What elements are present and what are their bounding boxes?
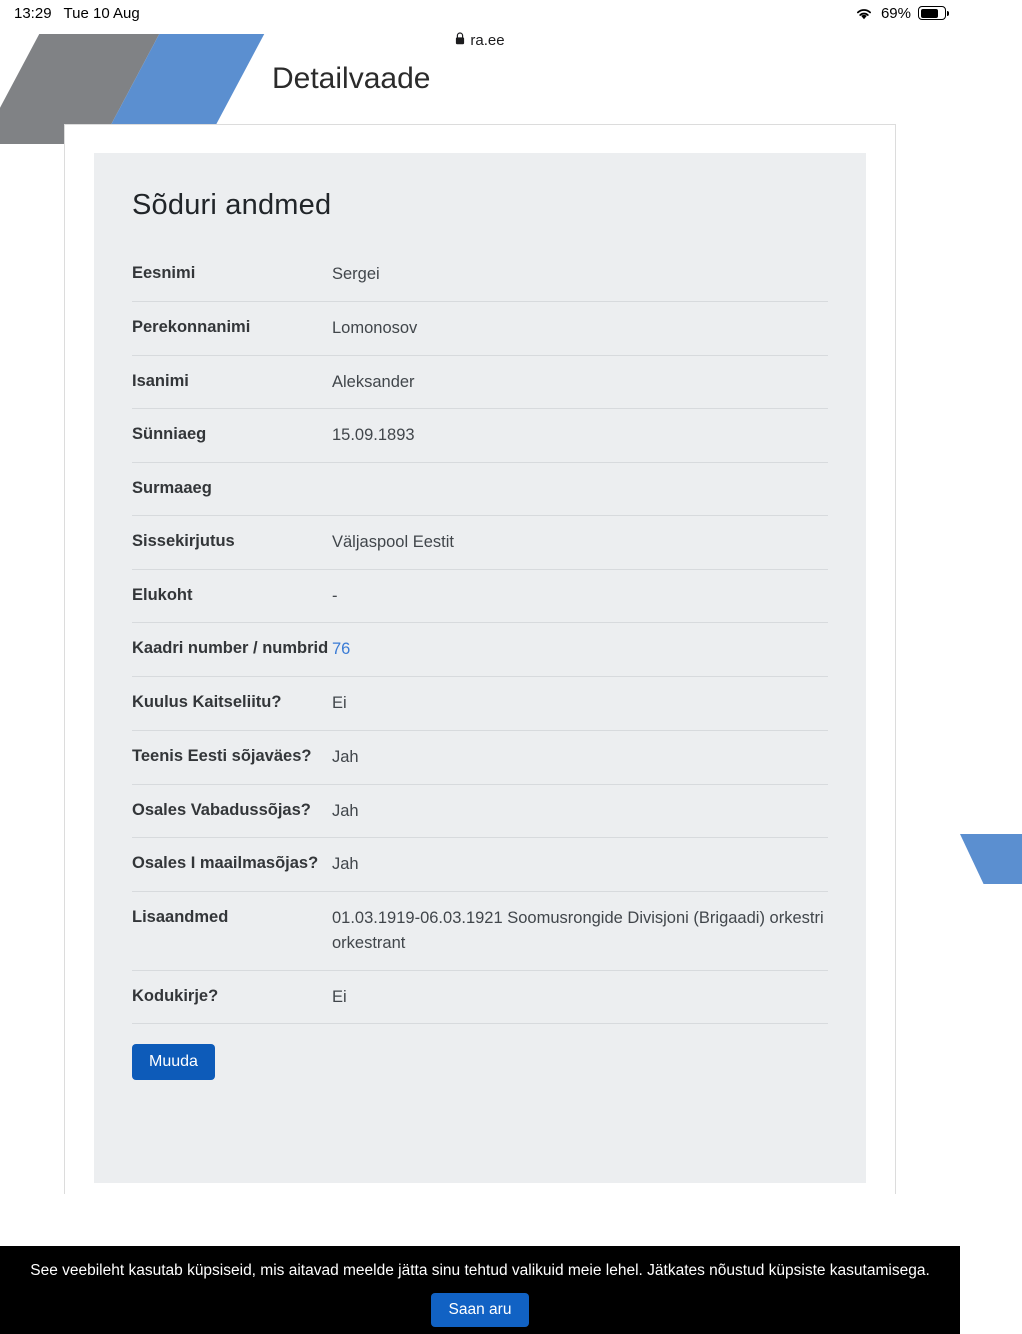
status-bar-right: [854, 5, 946, 22]
table-row: [132, 463, 828, 516]
table-row: [132, 355, 828, 409]
row-value: -: [332, 586, 338, 605]
row-value: Lomonosov: [332, 318, 418, 337]
kaadri-number-link[interactable]: 76: [332, 640, 351, 659]
row-label: Isanimi: [132, 371, 189, 390]
table-row: [132, 569, 828, 623]
details-table-body: [132, 248, 828, 1024]
row-label: Surmaaeg: [132, 479, 212, 497]
table-row: [132, 730, 828, 784]
row-label: Lisaandmed: [132, 908, 229, 927]
table-row: [132, 515, 828, 569]
table-row: [132, 970, 828, 1024]
table-row: [132, 892, 828, 971]
site-header-banner: [0, 54, 960, 124]
row-value: [332, 463, 828, 516]
battery-icon: [918, 6, 946, 20]
row-label: Teenis Eesti sõjaväes?: [132, 746, 312, 765]
row-value: Väljaspool Eestit: [332, 532, 454, 551]
row-value: Jah: [332, 747, 359, 766]
table-row: [132, 409, 828, 463]
lock-icon: [455, 32, 465, 49]
row-label: Sissekirjutus: [132, 531, 235, 550]
row-label: Osales I maailmasõjas?: [132, 854, 319, 873]
cookie-consent-banner: [0, 1246, 960, 1334]
status-bar-left: [14, 5, 140, 22]
row-value: 15.09.1893: [332, 426, 415, 445]
wifi-icon: [854, 6, 874, 21]
soldier-details-card: [94, 153, 866, 1183]
row-label: Kaadri number / numbrid: [132, 639, 329, 658]
table-row: [132, 838, 828, 892]
table-row: [132, 248, 828, 301]
details-table: [132, 248, 828, 1024]
row-value: Ei: [332, 694, 347, 713]
row-value: Ei: [332, 987, 347, 1006]
row-label: Kuulus Kaitseliitu?: [132, 693, 282, 712]
row-label: Kodukirje?: [132, 986, 219, 1005]
row-value: Aleksander: [332, 372, 415, 391]
cookie-accept-button[interactable]: Saan aru: [431, 1293, 530, 1327]
edit-button[interactable]: Muuda: [132, 1044, 215, 1080]
row-label: Eesnimi: [132, 264, 196, 282]
content-frame: [64, 124, 896, 1194]
cookie-consent-text: See veebileht kasutab küpsiseid, mis aitavad meelde jätta sinu tehtud valikuid meie lehel. Jätkates nõustud küpsiste kasutamisega.: [30, 1262, 930, 1279]
card-title: Sõduri andmed: [132, 189, 332, 221]
table-row: [132, 677, 828, 731]
row-label: Perekonnanimi: [132, 317, 251, 336]
ios-status-bar: [0, 0, 960, 26]
row-value: 01.03.1919-06.03.1921 Soomusrongide Divisjoni (Brigaadi) orkestri orkestrant: [332, 909, 824, 952]
row-label: Elukoht: [132, 585, 193, 604]
status-bar-date: Tue 10 Aug: [63, 4, 140, 22]
table-row: [132, 623, 828, 677]
row-label: Sünniaeg: [132, 425, 207, 444]
row-label: Osales Vabadussõjas?: [132, 800, 311, 819]
battery-percent-label: 69%: [880, 4, 911, 22]
page-title: Detailvaade: [272, 62, 431, 95]
row-value: [332, 623, 828, 677]
status-bar-time: 13:29: [14, 4, 52, 22]
row-value: Sergei: [332, 265, 380, 283]
page-body: [0, 54, 960, 1334]
url-text: ra.ee: [470, 31, 505, 49]
row-value: Jah: [332, 801, 359, 820]
row-value: Jah: [332, 855, 359, 874]
table-row: [132, 784, 828, 838]
table-row: [132, 301, 828, 355]
